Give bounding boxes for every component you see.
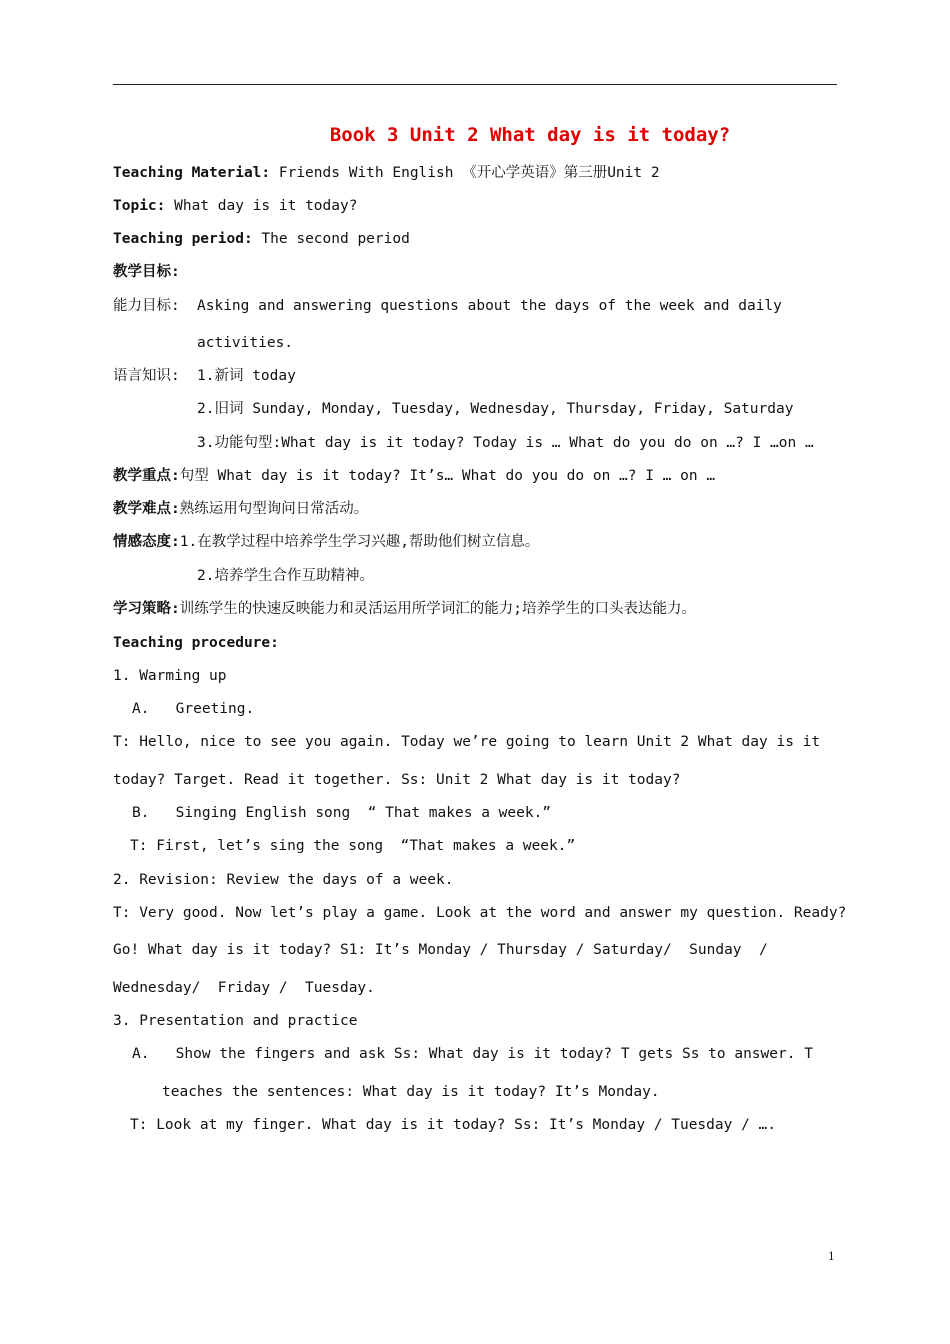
- step-3a-line-2: teaches the sentences: What day is it today? It’s Monday.: [162, 1084, 660, 1100]
- step-2-dialogue-2: Go! What day is it today? S1: It’s Monday / Thursday / Saturday/ Sunday /: [113, 942, 768, 958]
- difficulty-value: 熟练运用句型询问日常活动。: [179, 501, 369, 517]
- step-2-dialogue-3: Wednesday/ Friday / Tuesday.: [113, 980, 375, 996]
- emotion-label: 情感态度:: [113, 534, 180, 550]
- strategy-line: [113, 599, 696, 619]
- step-1b: B. Singing English song “ That makes a week.”: [132, 805, 552, 821]
- topic-line: [113, 196, 357, 216]
- step-1-heading: 1. Warming up: [113, 668, 227, 684]
- strategy-value: 训练学生的快速反映能力和灵活运用所学词汇的能力;培养学生的口头表达能力。: [179, 601, 696, 617]
- difficulty-label: 教学难点:: [113, 501, 180, 517]
- page-title: Book 3 Unit 2 What day is it today?: [329, 124, 731, 146]
- lang-item-3: 3.功能句型:What day is it today? Today is … What do you do on …? I …on …: [197, 435, 814, 451]
- step-2-dialogue-1: T: Very good. Now let’s play a game. Look at the word and answer my question. Ready?: [113, 905, 847, 921]
- step-3a-dialogue: T: Look at my finger. What day is it today? Ss: It’s Monday / Tuesday / ….: [130, 1117, 777, 1133]
- emotion-item-2: 2.培养学生合作互助精神。: [197, 568, 374, 584]
- emotion-item-1: 1.在教学过程中培养学生学习兴趣,帮助他们树立信息。: [179, 534, 540, 550]
- key-line: [113, 466, 715, 486]
- step-1a: A. Greeting.: [132, 701, 255, 717]
- objectives-heading: 教学目标:: [113, 264, 180, 280]
- lang-item-2: 2.旧词 Sunday, Monday, Tuesday, Wednesday, Thursday, Friday, Saturday: [197, 401, 794, 417]
- page-number: 1: [828, 1248, 835, 1263]
- step-1b-dialogue: T: First, let’s sing the song “That makes a week.”: [130, 838, 576, 854]
- difficulty-line: [113, 499, 368, 519]
- material-value: Friends With English 《开心学英语》第三册Unit 2: [270, 165, 660, 181]
- period-label: Teaching period:: [113, 231, 253, 247]
- procedure-heading: Teaching procedure:: [113, 635, 279, 651]
- ability-line-2: activities.: [197, 335, 294, 351]
- emotion-line: [113, 532, 539, 552]
- topic-label: Topic:: [113, 198, 166, 214]
- topic-value: What day is it today?: [165, 198, 358, 214]
- period-value: The second period: [252, 231, 410, 247]
- lang-item-1: 1.新词 today: [197, 368, 296, 384]
- material-label: Teaching Material:: [113, 165, 271, 181]
- step-1a-dialogue-2: today? Target. Read it together. Ss: Unit 2 What day is it today?: [113, 772, 681, 788]
- period-line: [113, 229, 410, 249]
- key-value: 句型 What day is it today? It’s… What do you do on …? I … on …: [179, 468, 716, 484]
- strategy-label: 学习策略:: [113, 601, 180, 617]
- step-1a-dialogue-1: T: Hello, nice to see you again. Today we’re going to learn Unit 2 What day is it: [113, 734, 821, 750]
- step-3-heading: 3. Presentation and practice: [113, 1013, 358, 1029]
- key-label: 教学重点:: [113, 468, 180, 484]
- step-2-heading: 2. Revision: Review the days of a week.: [113, 872, 454, 888]
- ability-label: 能力目标:: [113, 298, 180, 314]
- header-rule: [113, 84, 837, 85]
- ability-line-1: Asking and answering questions about the days of the week and daily: [197, 298, 782, 314]
- lang-label: 语言知识:: [113, 368, 180, 384]
- material-line: [113, 163, 660, 183]
- step-3a-line-1: A. Show the fingers and ask Ss: What day is it today? T gets Ss to answer. T: [132, 1046, 813, 1062]
